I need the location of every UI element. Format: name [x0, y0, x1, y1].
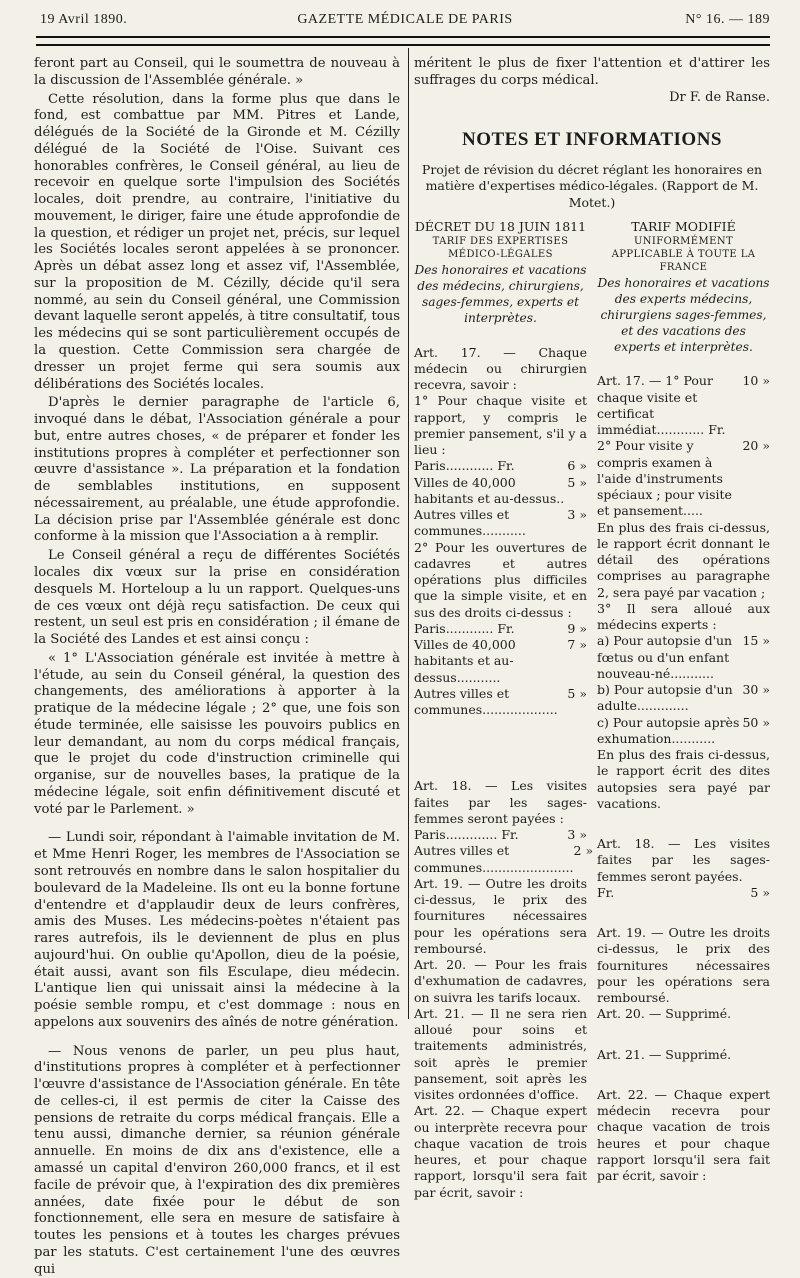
article-22: Art. 22. — Chaque expert ou interprète recevra pour chaque vacation de trois heures, et pour chaque rapport, lorsqu'il sera fait par écrit, savoir : [414, 1103, 587, 1200]
row-label: Autres villes et communes........... [414, 507, 526, 539]
paragraph: — Nous venons de parler, un peu plus haut, d'institutions propres à compléter et à perfectionner l'œuvre d'assistance de l'Association générale. En tête de celles-ci, il est permis de citer la Caisse des pensions de retraite du corps médical français. Elle a tenu aussi, dimanche dernier, sa réunion générale annuelle. En moins de dix ans d'existence, elle a amassé un capital d'environ 260,000 francs, et il est facile de prévoir que, à l'expiration des dix premières années, date fixée pour le début de son fonctionnement, elle sera en mesure de satisfaire à toutes les pensions et à toutes les charges prévues par les statuts. C'est certainement l'une des œuvres qui [34, 1043, 400, 1277]
column-scope: Des honoraires et vacations des médecins, chirurgiens, sages-femmes, experts et interprètes. [414, 263, 587, 325]
comparison-table [414, 219, 770, 1201]
tariff-row [597, 438, 770, 519]
tariff-row [414, 475, 587, 508]
header-rule [36, 36, 770, 46]
row-price: 5 » [750, 884, 770, 900]
row-price: 30 » [742, 682, 770, 698]
spacer [597, 1063, 770, 1087]
row-price: 5 » [567, 685, 587, 701]
tariff-row [414, 827, 587, 843]
paragraph: — Lundi soir, répondant à l'aimable invitation de M. et Mme Henri Roger, les membres de l'Association se sont retrouvés en nombre dans le salon hospitalier du boulevard de la Madeleine. Ils ont eu la bonne fortune d'entendre et d'applaudir deux de leurs confrères, amis des Muses. Les médecins-poètes n'étaient pas rares autrefois, ils le deviennent de plus en plus aujourd'hui. On oublie qu'Apollon, dieu de la poésie, était aussi, avant son fils Esculape, dieu médecin. L'antique lien qui unissait ainsi la médecine à la poésie semble rompu, et c'est dommage : nous en appelons aux souvenirs des aînés de notre génération. [34, 830, 400, 1030]
tariff-row [597, 373, 770, 438]
tariff-row [414, 637, 587, 686]
tariff-row [414, 843, 594, 876]
tariff-row [414, 507, 587, 540]
right-column [414, 56, 770, 1201]
article-21: Art. 21. — Il ne sera rien alloué pour soins et traitements administrés, soit après le premier pansement, soit après les visites ordonnées d'office. [414, 1005, 587, 1103]
spacer [597, 1023, 770, 1047]
article-20: Art. 20. — Pour les frais d'exhumation de cadavres, on suivra les tarifs locaux. [414, 957, 587, 1005]
article-17: Art. 17. — Chaque médecin ou chirurgien recevra, savoir : [414, 344, 587, 393]
spacer [597, 901, 770, 925]
row-price: 9 » [567, 620, 587, 636]
row-label: c) Pour autopsie après exhumation........... [597, 714, 740, 746]
column-heading: TARIF MODIFIÉ [631, 218, 736, 234]
paragraph: Le Conseil général a reçu de différentes Sociétés locales dix vœux sur la prise en considération desquels M. Horteloup a lu un rapport. Quelques-uns de ces vœux ont déjà reçu satisfaction. De ceux qui restent, un seul est pris en considération ; il émane de la Société des Landes et est ainsi conçu : [34, 548, 400, 648]
row-price: 15 » [742, 633, 770, 649]
row-price: 20 » [742, 438, 770, 454]
row-price: 7 » [567, 637, 587, 653]
paragraph: D'après le dernier paragraphe de l'article 6, invoqué dans le débat, l'Association générale a pour but, entre autres choses, « de préparer et fonder les institutions propres à compléter et perfectionner son œuvre d'assistance ». La préparation et la fondation de semblables institutions, en supposent nécessairement, au préalable, une étude approfondie. La décision prise par l'Assemblée générale est donc conforme à la mission que l'Association a à remplir. [34, 395, 400, 545]
row-price: 3 » [567, 507, 587, 523]
column-subheading: TARIF DES EXPERTISES MÉDICO-LÉGALES [432, 236, 569, 261]
row-price: 50 » [742, 714, 770, 730]
projet-heading: Projet de révision du décret réglant les honoraires en matière d'expertises médico-légales. (Rapport de M. Motet.) [421, 162, 763, 210]
row-label: Autres villes et communes................... [414, 685, 558, 718]
column-subheading: UNIFORMÉMENT APPLICABLE À TOUTE LA FRANCE [611, 236, 756, 274]
paragraph: Cette résolution, dans la forme plus que dans le fond, est combattue par MM. Pitres et Lande, délégués de la Société de la Gironde et M. Cézilly délégué de la Société de l'Oise. Suivant ces honorables confrères, le Conseil général, au lieu de recevoir en quelque sorte l'impulsion des Sociétés locales, doit prendre, au contraire, l'initiative du mouvement, le diriger, faire une étude approfondie de la question, et rédiger un projet net, précis, sur lequel les Sociétés locales seront appelées à se prononcer. Après un débat assez long et assez vif, l'Assemblée, sur la proposition de M. Cézilly, décide qu'il sera nommé, au sein du Conseil général, une Commission devant laquelle seront appelés, à titre consultatif, tous les médecins qui se sont particulièrement occupés de la question. Cette Commission sera chargée de dresser un projet ferme qui sera soumis aux délibérations des Sociétés locales. [34, 91, 400, 392]
column-heading: DÉCRET DU 18 JUIN 1811 [414, 218, 587, 234]
row-price: 3 » [567, 827, 587, 843]
article-19: Art. 19. — Outre les droits ci-dessus, le prix des fournitures nécessaires pour les opérations sera remboursé. [597, 925, 770, 1006]
row-price: 10 » [742, 373, 770, 389]
row-label: a) Pour autopsie d'un fœtus ou d'un enfant nouveau-né........... [597, 633, 733, 681]
column-scope: Des honoraires et vacations des experts médecins, chirurgiens sages-femmes, et des vacations des experts et interprètes. [597, 276, 770, 354]
tariff-row [597, 715, 770, 748]
column-divider [408, 48, 409, 1019]
article-17-3: 3° Il sera alloué aux médecins experts : [597, 600, 770, 633]
tariff-row [414, 621, 587, 637]
signature: Dr F. de Ranse. [669, 89, 770, 105]
journal-title: GAZETTE MÉDICALE DE PARIS [297, 12, 513, 27]
paragraph: « 1° L'Association générale est invitée à mettre à l'étude, au sein du Conseil général, la question des changements, des améliorations à apporter à la pratique de la médecine légale ; 2° que, une fois son étude terminée, elle saisisse les pouvoirs publics en leur demandant, au nom du corps médical français, que le projet du code d'instruction criminelle qui organise, sur de nouvelles bases, la pratique de la médecine légale, soit enfin définitivement discuté et voté par le Parlement. » [34, 650, 400, 817]
row-label: Paris............ Fr. [414, 620, 515, 636]
row-price: 2 » [573, 843, 594, 859]
page-number: N° 16. — 189 [685, 12, 770, 27]
article-22: Art. 22. — Chaque expert médecin recevra pour chaque vacation de trois heures et pour chaque rapport lorsqu'il sera fait par écrit, savoir : [597, 1086, 770, 1184]
tariff-row [597, 885, 770, 901]
row-label: Autres villes et communes....................... [414, 843, 574, 875]
tariff-1811-column [414, 218, 594, 1201]
left-column [34, 56, 400, 1278]
issue-date: 19 Avril 1890. [40, 12, 128, 27]
article-17-2: 2° Pour les ouvertures de cadavres et autres opérations plus difficiles que la simple visite, et en sus des droits ci-dessus : [414, 539, 587, 620]
spacer [597, 812, 770, 836]
article-17-note: En plus des frais ci-dessus, le rapport écrit des dites autopsies sera payé par vacations. [597, 747, 770, 811]
article-17-note: En plus des frais ci-dessus, le rapport écrit donnant le détail des opérations comprises au paragraphe 2, sera payé par vacation ; [597, 519, 770, 600]
row-label: Fr. [597, 884, 615, 900]
row-label: Villes de 40,000 habitants et au-dessus.. [414, 474, 565, 506]
spacer [414, 718, 587, 778]
tariff-row [414, 686, 587, 719]
row-label: Paris............. Fr. [414, 827, 519, 843]
article-19: Art. 19. — Outre les droits ci-dessus, le prix des fournitures nécessaires pour les opérations sera remboursé. [414, 875, 587, 956]
row-label: Paris............ Fr. [414, 458, 515, 474]
article-17-1: 1° Pour chaque visite et rapport, y compris le premier pansement, s'il y a lieu : [414, 393, 587, 458]
tariff-modified-column [597, 219, 770, 1201]
tariff-row [597, 682, 770, 715]
row-label: 2° Pour visite y compris examen à l'aide d'instruments spéciaux ; pour visite et pansement..... [597, 438, 732, 519]
row-price: 6 » [567, 458, 587, 474]
article-20: Art. 20. — Supprimé. [597, 1006, 732, 1022]
section-title: NOTES ET INFORMATIONS [461, 129, 722, 151]
row-price: 5 » [567, 474, 587, 490]
row-label: Villes de 40,000 habitants et au-dessus........... [414, 637, 516, 685]
row-label: Art. 17. — 1° Pour chaque visite et certificat immédiat............ Fr. [597, 373, 726, 438]
article-18: Art. 18. — Les visites faites par les sages-femmes seront payées : [414, 778, 587, 826]
tariff-row [414, 458, 587, 474]
continued-text: méritent le plus de fixer l'attention et d'attirer les suffrages du corps médical. [414, 56, 770, 88]
row-label: b) Pour autopsie d'un adulte............. [597, 682, 733, 714]
article-18: Art. 18. — Les visites faites par les sages-femmes seront payées. [597, 836, 770, 884]
tariff-row [597, 633, 770, 682]
article-21: Art. 21. — Supprimé. [597, 1046, 732, 1062]
paragraph: feront part au Conseil, qui le soumettra de nouveau à la discussion de l'Assemblée générale. » [34, 56, 400, 88]
page-header [40, 12, 770, 34]
